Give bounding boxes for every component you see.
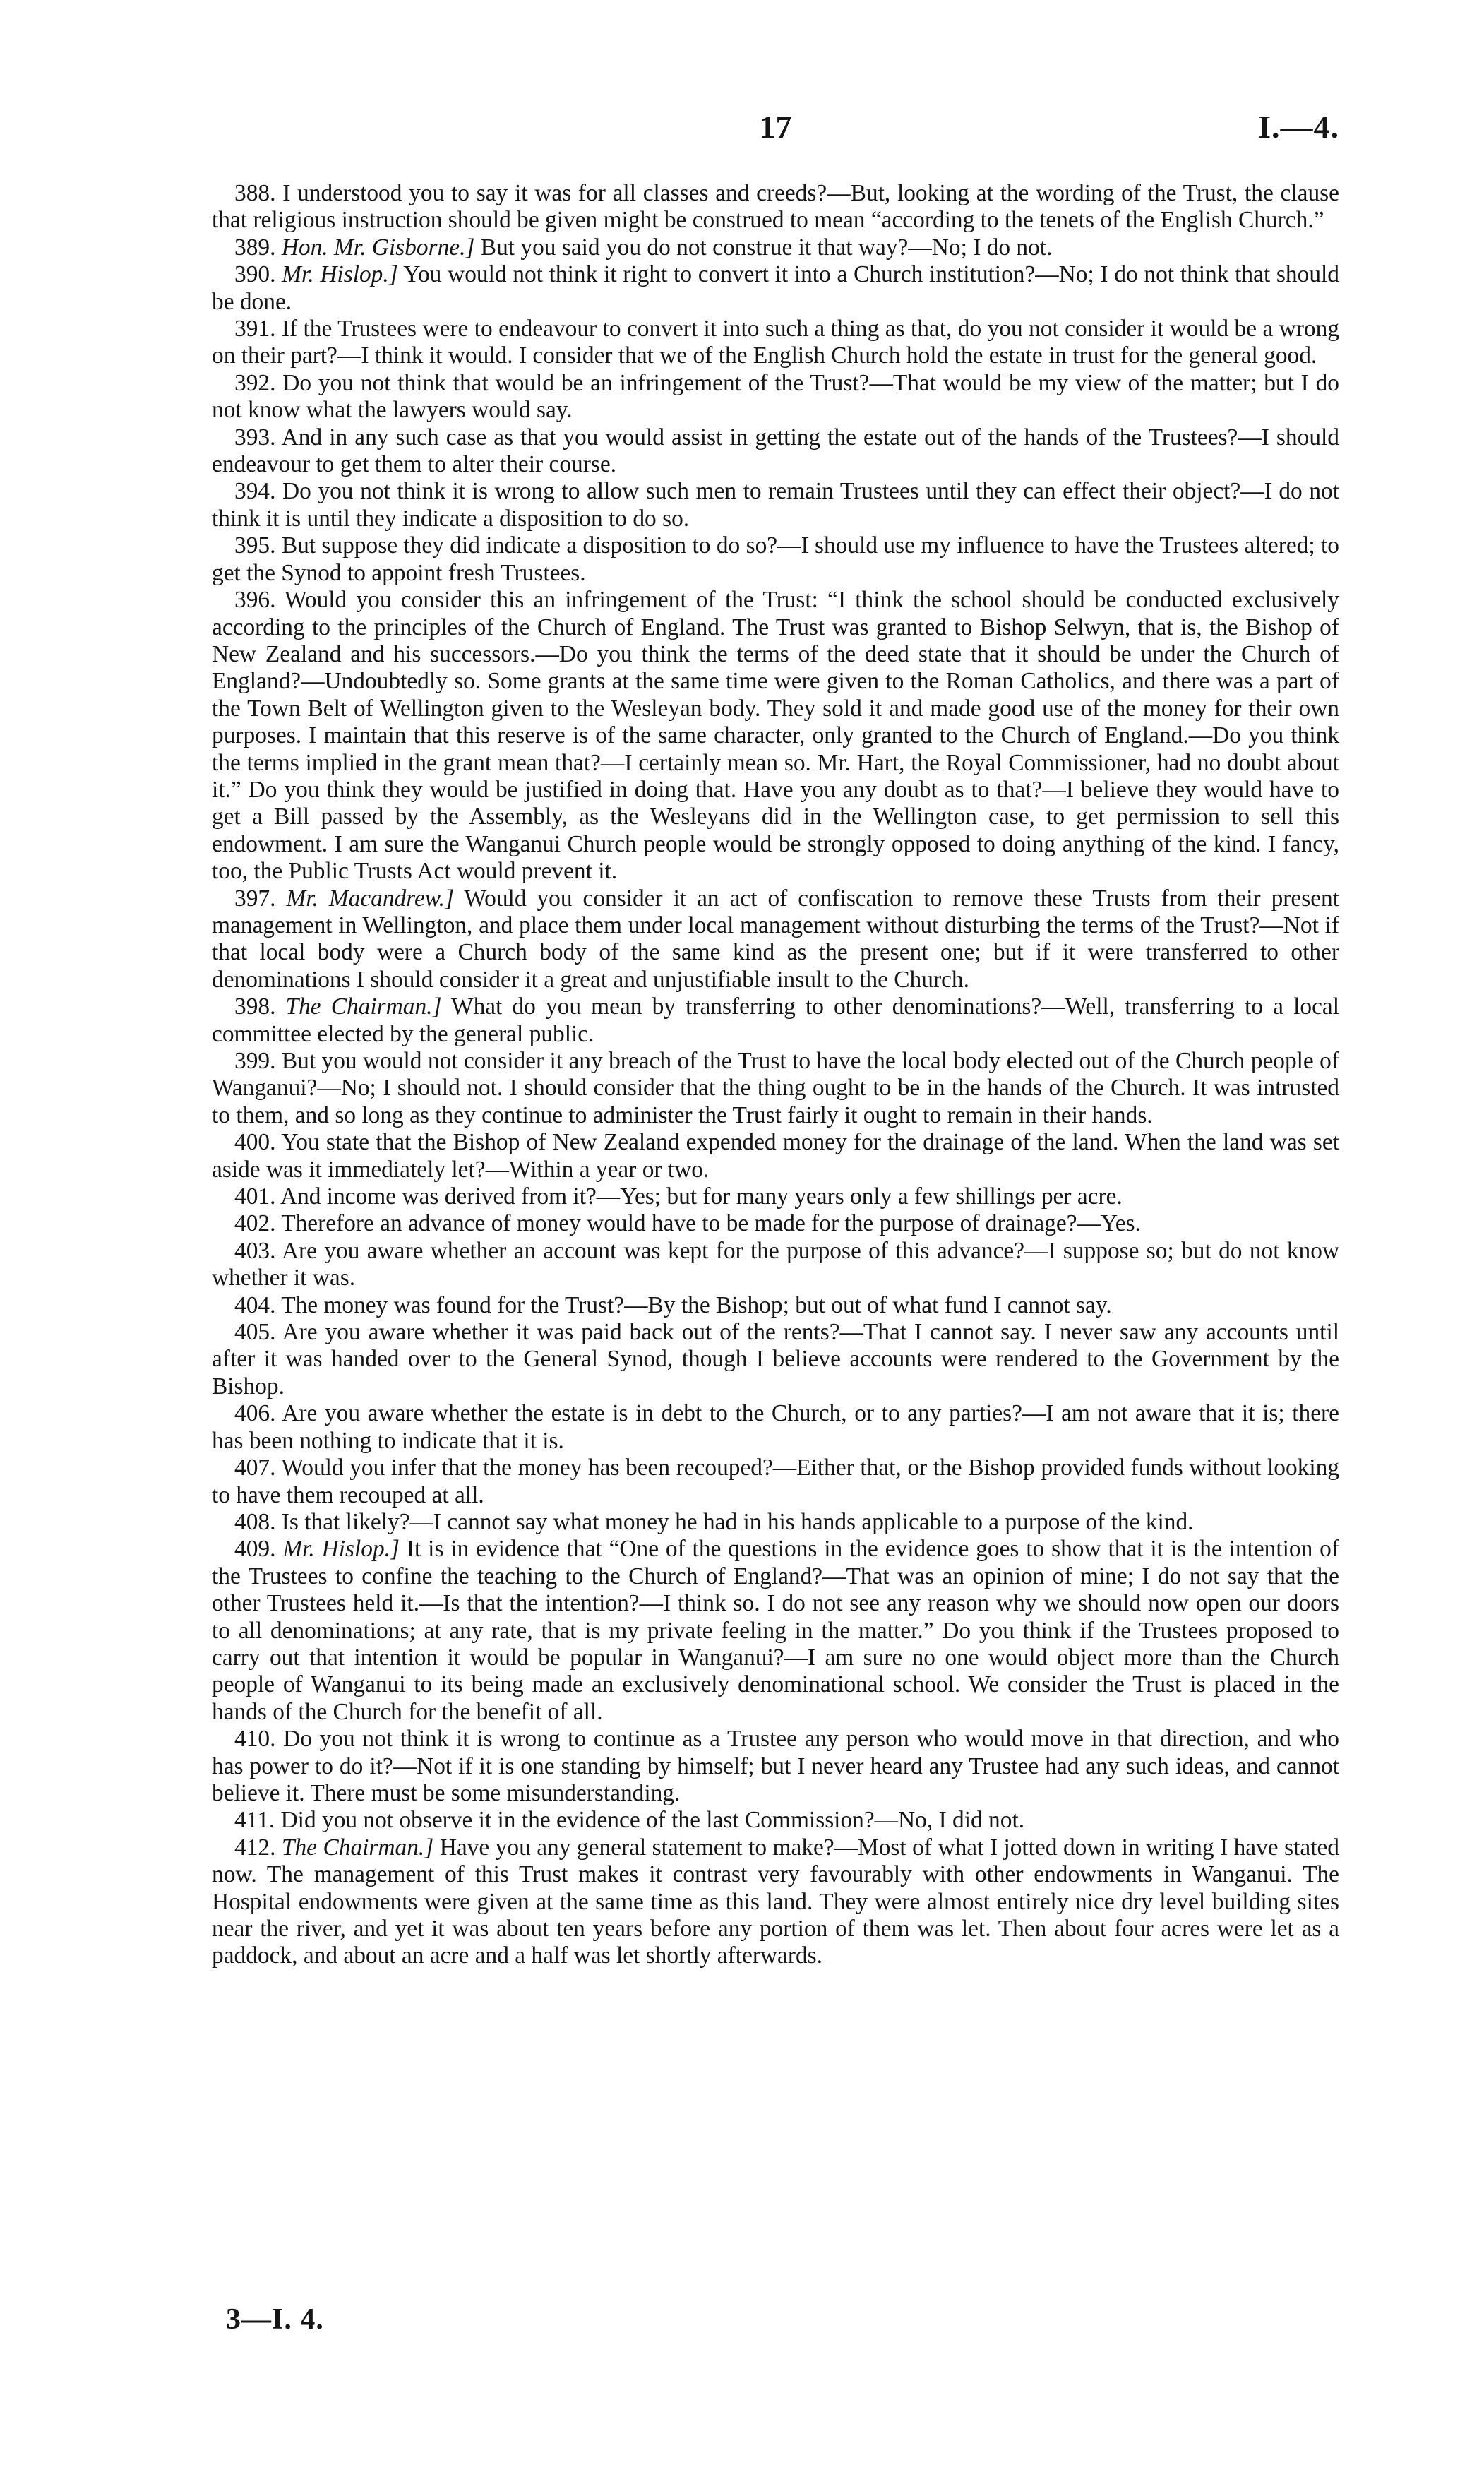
question-answer-paragraph: [212, 532, 1339, 587]
paragraph-text: Therefore an advance of money would have to be made for the purpose of drainage?—Yes.: [281, 1210, 1141, 1237]
question-answer-paragraph: [212, 478, 1339, 532]
speaker-name: Mr. Hislop.]: [282, 261, 398, 288]
question-number: 401.: [234, 1183, 276, 1210]
speaker-name: Mr. Hislop.]: [282, 1536, 400, 1563]
document-reference: I.—4.: [1258, 109, 1339, 145]
question-number: 400.: [234, 1129, 276, 1156]
paragraph-text: I understood you to say it was for all classes and creeds?—But, looking at the wording of the Trust, the clause that religious instruction should be given might be construed to mean “according to the tenets of the English Church.”: [212, 180, 1339, 234]
question-answer-paragraph: [212, 1048, 1339, 1129]
speaker-name: The Chairman.]: [281, 1834, 434, 1861]
paragraph-text: The money was found for the Trust?—By the Bishop; but out of what fund I cannot say.: [281, 1291, 1112, 1318]
question-answer-paragraph: [212, 1319, 1339, 1400]
question-number: 393.: [234, 424, 276, 450]
question-answer-paragraph: [212, 1400, 1339, 1455]
question-number: 412.: [234, 1834, 276, 1861]
page-header: [212, 106, 1339, 148]
paragraph-text: Do you not think it is wrong to allow such men to remain Trustees until they can effect their object?—I do not think it is until they indicate a disposition to do so.: [212, 478, 1339, 532]
question-answer-paragraph: [212, 316, 1339, 370]
paragraph-text: But you said you do not construe it that way?—No; I do not.: [480, 234, 1053, 261]
question-number: 399.: [234, 1048, 276, 1074]
paragraph-text: But suppose they did indicate a disposition to do so?—I should use my influence to have the Trustees altered; to get the Synod to appoint fresh Trustees.: [212, 532, 1339, 586]
question-answer-paragraph: [212, 1455, 1339, 1509]
paragraph-text: Did you not observe it in the evidence of the last Commission?—No, I did not.: [280, 1807, 1025, 1834]
paragraph-text: And income was derived from it?—Yes; but for many years only a few shillings per acre.: [280, 1183, 1123, 1210]
paragraph-text: What do you mean by transferring to other denominations?—Well, transferring to a local committee elected by the general public.: [212, 993, 1339, 1047]
question-number: 408.: [234, 1508, 276, 1535]
paragraph-text: You state that the Bishop of New Zealand expended money for the drainage of the land. When the land was set aside was it immediately let?—Within a year or two.: [212, 1129, 1339, 1183]
question-number: 410.: [234, 1726, 276, 1753]
question-number: 396.: [234, 587, 276, 614]
paragraph-text: Do you not think that would be an infringement of the Trust?—That would be my view of the matter; but I do not know what the lawyers would say.: [212, 369, 1339, 424]
paragraph-text: Are you aware whether the estate is in debt to the Church, or to any parties?—I am not aware that it is; there has been nothing to indicate that it is.: [212, 1400, 1339, 1454]
paragraph-text: And in any such case as that you would assist in getting the estate out of the hands of the Trustees?—I should endeavour to get them to alter their course.: [212, 424, 1339, 478]
question-answer-paragraph: [212, 1238, 1339, 1292]
paragraph-text: Is that likely?—I cannot say what money he had in his hands applicable to a purpose of the kind.: [281, 1508, 1194, 1535]
printer-signature: 3—I. 4.: [226, 2303, 324, 2336]
paragraph-text: Have you any general statement to make?—Most of what I jotted down in writing I have stated now. The management of this Trust makes it contrast very favourably with other endowments in Wanganui. The Hospital endowments were given at the same time as this land. They were almost entirely nice dry level building sites near the river, and yet it was about ten years before any portion of them was let. Then about four acres were let as a paddock, and about an acre and a half was let shortly afterwards.: [212, 1834, 1339, 1969]
question-number: 394.: [234, 478, 276, 505]
question-number: 404.: [234, 1291, 276, 1318]
speaker-name: The Chairman.]: [285, 993, 442, 1020]
question-answer-paragraph: [212, 1292, 1339, 1319]
question-answer-paragraph: [212, 424, 1339, 479]
question-answer-paragraph: [212, 1509, 1339, 1536]
page-number: 17: [759, 109, 792, 145]
question-number: 405.: [234, 1319, 276, 1346]
paragraph-text: But you would not consider it any breach of the Trust to have the local body elected out of the Church people of Wanganui?—No; I should not. I should consider that the thing ought to be in the hands of the Church. It was intrusted to them, and so long as they continue to administer the Trust fairly it ought to remain in their hands.: [212, 1048, 1339, 1128]
paragraph-text: It is in evidence that “One of the questions in the evidence goes to show that it is the intention of the Trustees to confine the teaching to the Church of England?—That was an opinion of mine; I do not say that the other Trustees held it.—Is that the intention?—I think so. I do not see any reason why we should now open our doors to all denominations; at any rate, that is my private feeling in the matter.” Do you think if the Trustees proposed to carry out that intention it would be popular in Wanganui?—I am sure no one would object more than the Church people of Wanganui to its being made an exclusively denominational school. We consider the Trust is placed in the hands of the Church for the benefit of all.: [212, 1536, 1339, 1725]
evidence-text: [212, 180, 1339, 1970]
question-number: 411.: [234, 1807, 275, 1834]
question-number: 397.: [234, 885, 276, 912]
speaker-name: Hon. Mr. Gisborne.]: [281, 234, 475, 261]
question-number: 398.: [234, 993, 276, 1020]
question-number: 390.: [234, 261, 276, 288]
question-number: 392.: [234, 369, 276, 396]
paragraph-text: Are you aware whether an account was kept for the purpose of this advance?—I suppose so; but do not know whether it was.: [212, 1237, 1339, 1291]
paragraph-text: Would you consider it an act of confiscation to remove these Trusts from their present management in Wellington, and place them under local management without disturbing the terms of the Trust?—Not if that local body were a Church body of the same kind as the present one; but if it were transferred to other denominations I should consider it a great and unjustifiable insult to the Church.: [212, 885, 1340, 993]
question-answer-paragraph: [212, 234, 1339, 261]
paragraph-text: Do you not think it is wrong to continue as a Trustee any person who would move in that direction, and who has power to do it?—Not if it is one standing by himself; but I never heard any Trustee had any such ideas, and cannot believe it. There must be some misunderstanding.: [212, 1726, 1339, 1806]
question-number: 409.: [234, 1536, 276, 1563]
paragraph-text: Would you consider this an infringement of the Trust: “I think the school should be conducted exclusively according to the principles of the Church of England. The Trust was granted to Bishop Selwyn, that is, the Bishop of New Zealand and his successors.—Do you think the terms of the deed state that it should be under the Church of England?—Undoubtedly so. Some grants at the same time were given to the Roman Catholics, and there was a part of the Town Belt of Wellington given to the Wesleyan body. They sold it and made good use of the money for their own purposes. I maintain that this reserve is of the same character, only granted to the Church of England.—Do you think the terms implied in the grant mean that?—I certainly mean so. Mr. Hart, the Royal Commissioner, had no doubt about it.” Do you think they would be justified in doing that. Have you any doubt as to that?—I believe they would have to get a Bill passed by the Assembly, as the Wesleyans did in the Wellington case, to get permission to sell this endowment. I am sure the Wanganui Church people would be strongly opposed to doing anything of the kind. I fancy, too, the Public Trusts Act would prevent it.: [212, 587, 1339, 885]
question-answer-paragraph: [212, 261, 1339, 316]
question-answer-paragraph: [212, 180, 1339, 234]
speaker-name: Mr. Macandrew.]: [286, 885, 454, 912]
question-number: 389.: [234, 234, 276, 261]
question-number: 402.: [234, 1210, 276, 1237]
paragraph-text: You would not think it right to convert it into a Church institution?—No; I do not think that should be done.: [212, 261, 1339, 315]
question-answer-paragraph: [212, 1536, 1339, 1726]
paragraph-text: Are you aware whether it was paid back out of the rents?—That I cannot say. I never saw any accounts until after it was handed over to the General Synod, though I believe accounts were rendered to the Government by the Bishop.: [212, 1319, 1339, 1399]
question-answer-paragraph: [212, 1183, 1339, 1210]
question-number: 388.: [234, 180, 276, 206]
question-number: 391.: [234, 316, 276, 342]
question-answer-paragraph: [212, 1834, 1339, 1970]
question-answer-paragraph: [212, 1210, 1339, 1237]
question-answer-paragraph: [212, 587, 1339, 885]
question-answer-paragraph: [212, 885, 1339, 994]
question-answer-paragraph: [212, 1807, 1339, 1834]
question-number: 407.: [234, 1455, 276, 1481]
question-answer-paragraph: [212, 1129, 1339, 1183]
paragraph-text: If the Trustees were to endeavour to convert it into such a thing as that, do you not consider it would be a wrong on their part?—I think it would. I consider that we of the English Church hold the estate in trust for the general good.: [212, 316, 1339, 369]
question-answer-paragraph: [212, 993, 1339, 1048]
question-number: 395.: [234, 532, 276, 559]
question-number: 403.: [234, 1237, 276, 1264]
paragraph-text: Would you infer that the money has been recouped?—Either that, or the Bishop provided funds without looking to have them recouped at all.: [212, 1455, 1339, 1508]
question-answer-paragraph: [212, 1726, 1339, 1807]
question-number: 406.: [234, 1400, 276, 1427]
question-answer-paragraph: [212, 370, 1339, 424]
